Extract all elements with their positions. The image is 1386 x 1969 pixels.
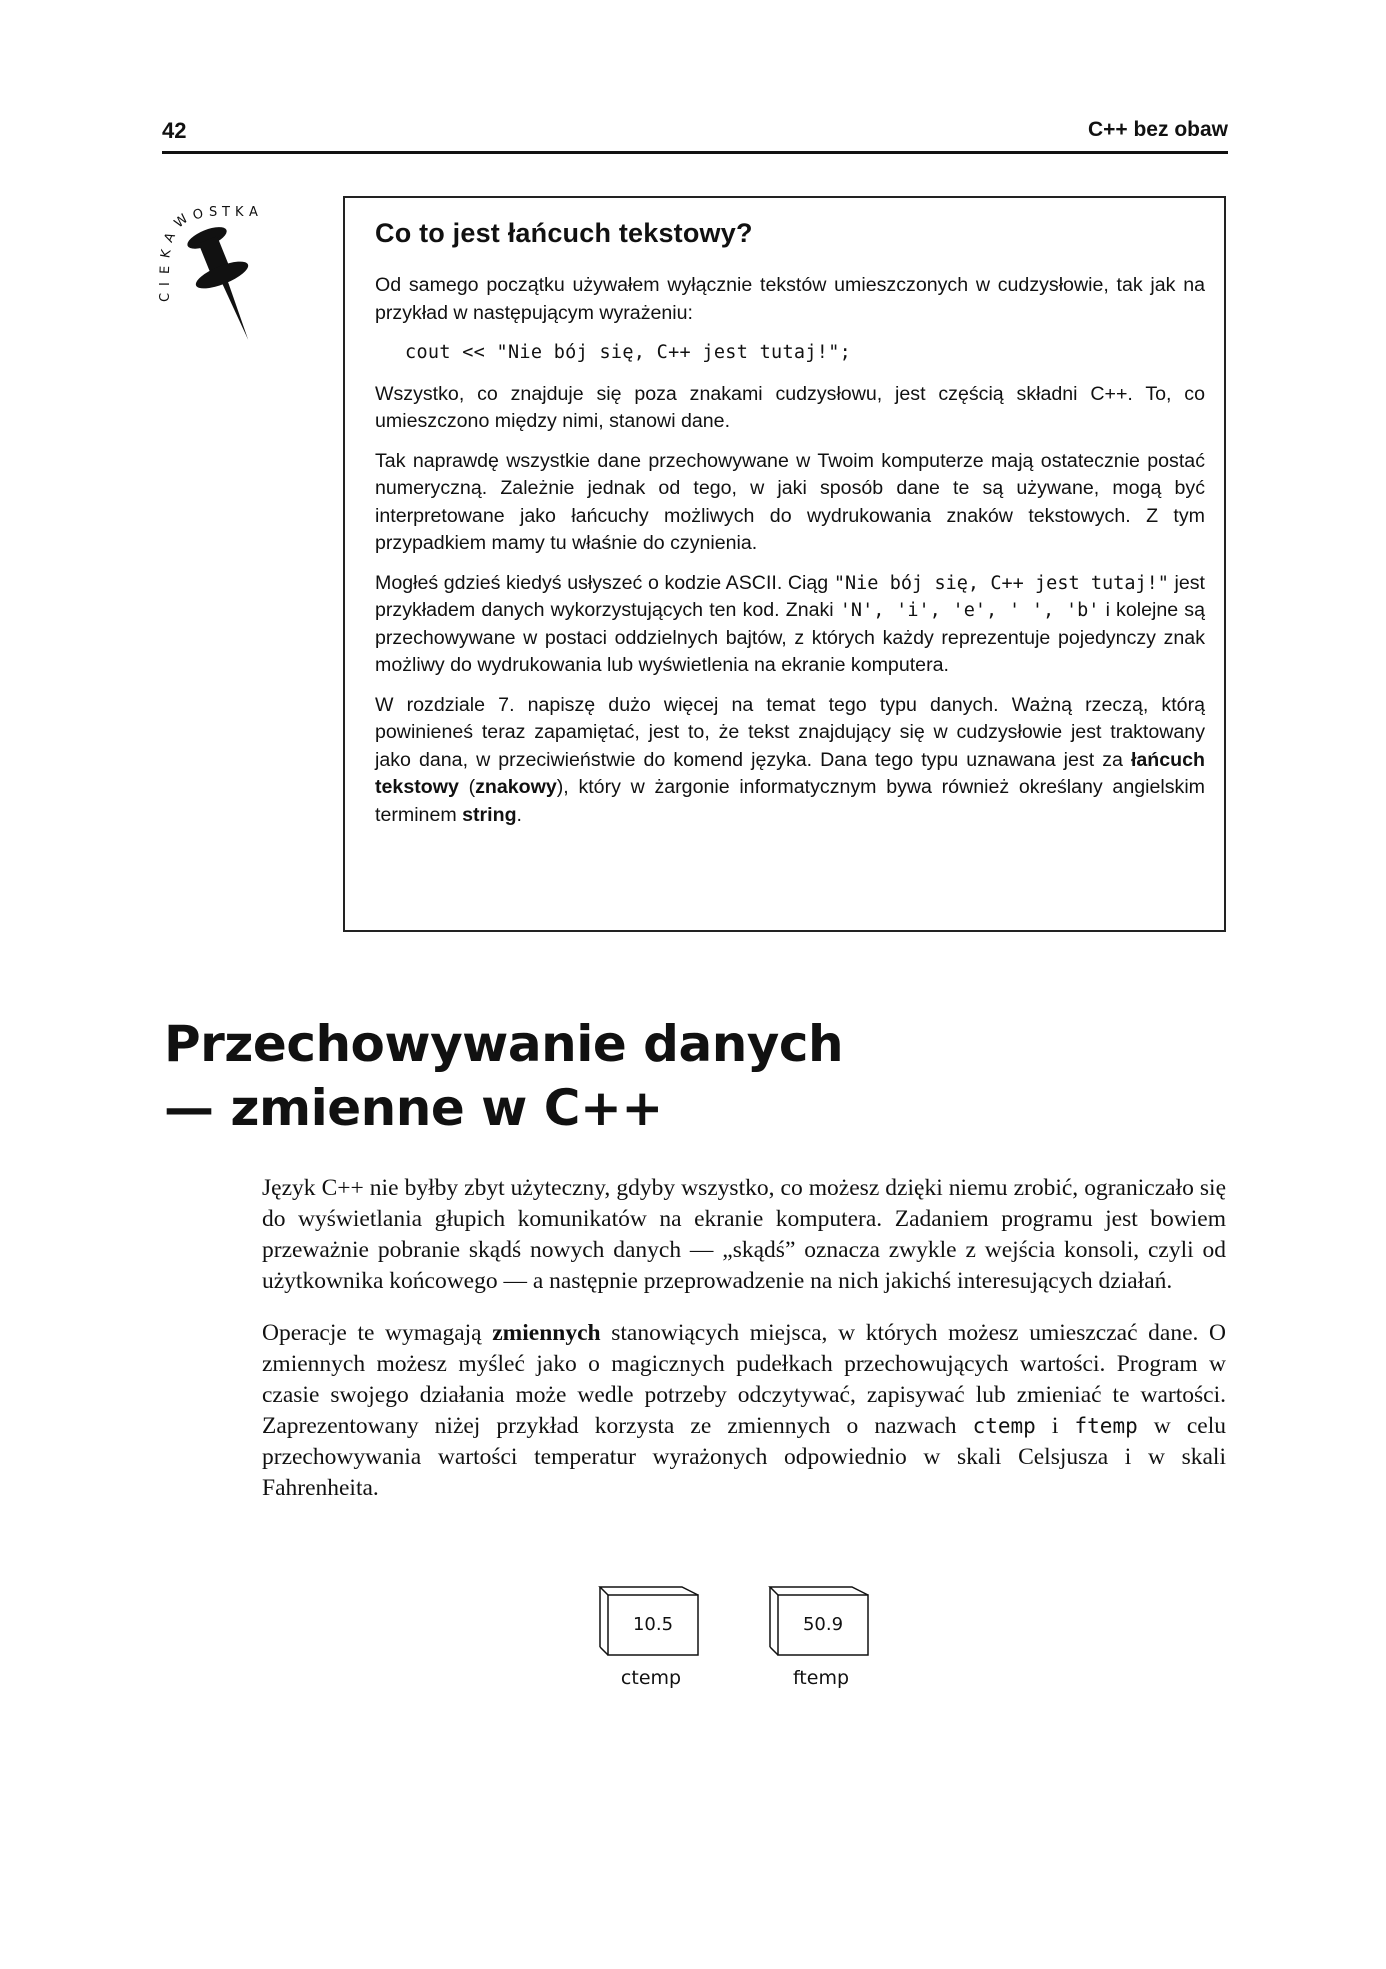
inline-code: 'N', 'i', 'e', ' ', 'b' [839,600,1100,621]
heading-line: — zmienne w C++ [164,1079,663,1137]
sidebar-paragraph: Mogłeś gdzieś kiedyś usłyszeć o kodzie ASCII. Ciąg "Nie bój się, C++ jest tutaj!" jest przykładem danych wykorzystujących ten kod. Znaki 'N', 'i', 'e', ' ', 'b' i kolejne są przechowywane w postaci oddzielnych bajtów, z których każdy reprezentuje pojedynczy znak możliwy do wydrukowania lub wyświetlenia na ekranie komputera. [375,571,1206,676]
sidebar-box [343,196,1226,932]
term-bold: łańcuch tekstowy [375,748,1205,798]
ftemp-label: ftemp [792,1667,850,1689]
svg-text:A: A [249,205,258,220]
sidebar-paragraph: Wszystko, co znajduje się poza znakami cudzysłowu, jest częścią składni C++. To, co umieszczono między nimi, stanowi dane. [375,382,1205,432]
svg-text:S: S [209,205,218,220]
svg-text:K: K [158,248,175,260]
pushpin-icon [157,205,300,365]
header-rule [162,151,1228,154]
svg-text:K: K [235,205,244,220]
svg-text:I: I [158,282,173,286]
sidebar-title: Co to jest łańcuch tekstowy? [375,218,753,248]
sidebar-body [375,272,1205,841]
sidebar-paragraph: W rozdziale 7. napiszę dużo więcej na temat tego typu danych. Ważną rzeczą, którą powinieneś teraz zapamiętać, jest to, że tekst znajdujący się w cudzysłowie jest traktowany jako dana, w przeciwieństwie do komend języka. Dana tego typu uznawana jest za łańcuch tekstowy (znakowy), który w żargonie informatycznym bywa również określany angielskim terminem string. [375,693,1206,826]
inline-code: "Nie bój się, C++ jest tutaj!" [833,572,1169,594]
svg-text:O: O [191,206,206,224]
term-bold: string [462,803,517,826]
code-example: cout << "Nie bój się, C++ jest tutaj!"; [405,342,852,363]
heading-line: Przechowywanie danych [164,1015,844,1073]
svg-text:C: C [158,292,173,302]
main-body [262,1173,1226,1525]
section-heading [164,1012,843,1140]
svg-text:T: T [222,205,230,220]
inline-code: ftemp [1074,1414,1138,1438]
svg-text:W: W [171,211,192,232]
ctemp-value: 10.5 [632,1614,674,1635]
variables-figure [600,1585,900,1705]
running-header [162,118,1228,154]
inline-code: ctemp [972,1414,1036,1438]
svg-text:E: E [157,265,174,275]
body-paragraph: Operacje te wymagają zmiennych stanowiących miejsca, w których możesz umieszczać dane. O zmiennych możesz myśleć jako o magicznych pudełkach przechowujących wartości. Program w czasie swojego działania może wedle potrzeby odczytywać, zapisywać lub zmieniać te wartości. Zaprezentowany niżej przykład korzysta ze zmiennych o nazwach ctemp i ftemp w celu przechowywania wartości temperatur wyrażonych odpowiednio w skali Celsjusza i w skali Fahrenheita. [262,1320,1226,1501]
svg-text:A: A [161,230,179,245]
curiosity-margin-icon [157,205,300,365]
term-bold: znakowy [475,776,557,798]
page-number: 42 [162,118,187,143]
sidebar-paragraph: Tak naprawdę wszystkie dane przechowywane w Twoim komputerze mają ostatecznie postać numeryczną. Zależnie jednak od tego, w jaki sposób dane te są używane, mogą być interpretowane jako łańcuchy możliwych do wydrukowania znaków tekstowych. Z tym przypadkiem mamy tu właśnie do czynienia. [375,449,1205,554]
term-bold: zmiennych [492,1320,601,1346]
ctemp-label: ctemp [620,1667,682,1689]
body-paragraph: Język C++ nie byłby zbyt użyteczny, gdyby wszystko, co możesz dzięki niemu zrobić, ograniczało się do wyświetlania głupich komunikatów na ekranie komputera. Zadaniem programu jest bowiem przeważnie pobranie skądś nowych danych — „skądś” oznacza zwykle z wejścia konsoli, czyli od użytkownika końcowego — a następnie przeprowadzenie na nich jakichś interesujących działań. [262,1175,1226,1294]
running-title: C++ bez obaw [1087,118,1228,141]
ftemp-value: 50.9 [802,1614,844,1635]
sidebar-paragraph: Od samego początku używałem wyłącznie tekstów umieszczonych w cudzysłowie, tak jak na przykład w następującym wyrażeniu: [375,274,1205,324]
